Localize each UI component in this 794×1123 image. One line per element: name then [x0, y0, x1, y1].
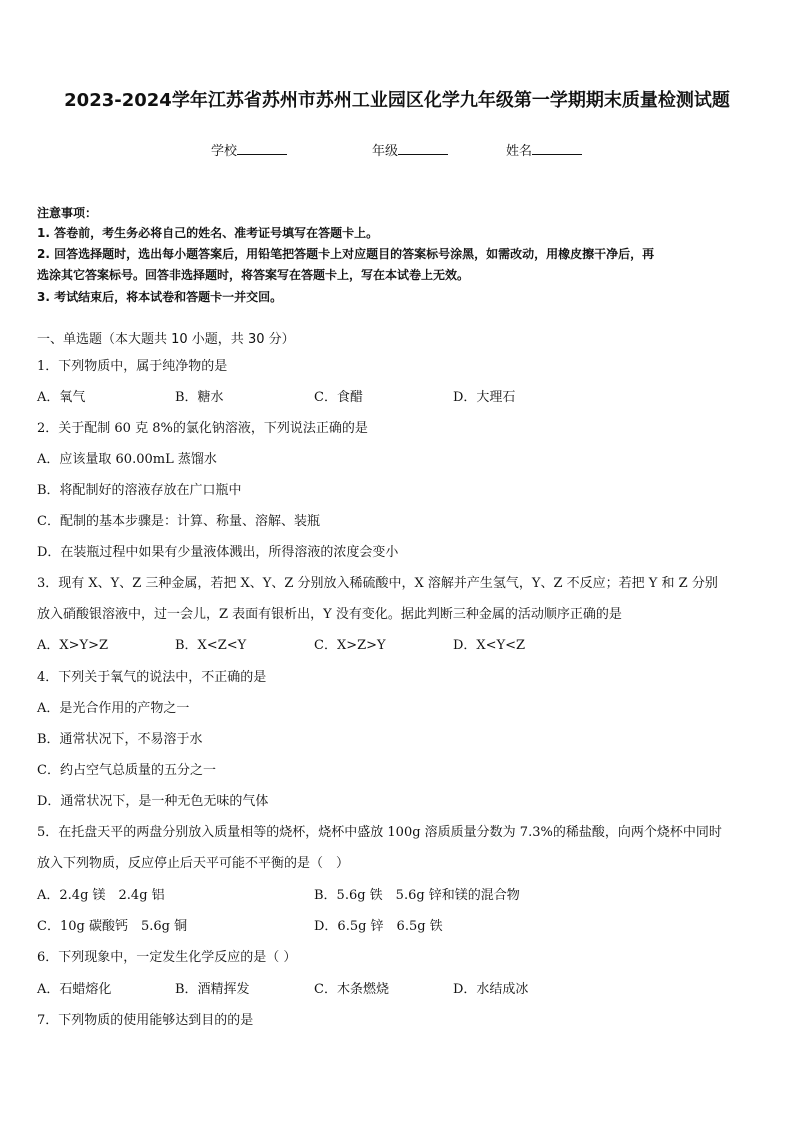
- q5-option-a: A．2.4g 镁 2.4g 铝: [37, 888, 165, 903]
- grade-blank: [398, 142, 448, 155]
- name-blank: [532, 142, 582, 155]
- q2-option-d: D．在装瓶过程中如果有少量液体溅出，所得溶液的浓度会变小: [37, 545, 399, 560]
- page-title: 2023-2024学年江苏省苏州市苏州工业园区化学九年级第一学期期末质量检测试题: [64, 90, 730, 111]
- name-field: [506, 140, 582, 159]
- q6-option-b: B．酒精挥发: [175, 982, 250, 997]
- notes-heading: 注意事项：: [37, 206, 98, 220]
- name-label: 姓名: [506, 144, 533, 159]
- q2-stem: 2．关于配制 60 克 8%的氯化钠溶液，下列说法正确的是: [37, 421, 368, 436]
- note-1: 1. 答卷前，考生务必将自己的姓名、准考证号填写在答题卡上。: [37, 226, 379, 240]
- q3-option-d: D．X<Y<Z: [453, 638, 526, 653]
- q3-stem-line1: 3．现有 X、Y、Z 三种金属，若把 X、Y、Z 分别放入稀硫酸中，X 溶解并产生氢气，Y、Z 不反应；若把 Y 和 Z 分别: [37, 576, 718, 591]
- q1-option-d: D．大理石: [453, 390, 516, 405]
- student-info-row: [0, 140, 794, 160]
- grade-label: 年级: [372, 144, 399, 159]
- school-blank: [237, 142, 287, 155]
- q2-option-c: C．配制的基本步骤是：计算、称量、溶解、装瓶: [37, 514, 320, 529]
- q4-stem: 4．下列关于氧气的说法中，不正确的是: [37, 670, 267, 685]
- q2-option-a: A．应该量取 60.00mL 蒸馏水: [37, 452, 217, 467]
- q5-stem-line1: 5．在托盘天平的两盘分别放入质量相等的烧杯，烧杯中盛放 100g 溶质质量分数为 7.3%的稀盐酸，向两个烧杯中同时: [37, 825, 722, 840]
- q1-option-b: B．糖水: [175, 390, 224, 405]
- school-field: [211, 140, 287, 159]
- note-2a: 2. 回答选择题时，选出每小题答案后，用铅笔把答题卡上对应题目的答案标号涂黑，如需改动，用橡皮擦干净后，再: [37, 247, 655, 261]
- q3-option-b: B．X<Z<Y: [175, 638, 247, 653]
- grade-field: [372, 140, 448, 159]
- note-3: 3. 考试结束后，将本试卷和答题卡一并交回。: [37, 290, 283, 304]
- q3-stem-line2: 放入硝酸银溶液中，过一会儿，Z 表面有银析出，Y 没有变化。据此判断三种金属的活动顺序正确的是: [37, 607, 622, 622]
- q6-option-d: D．水结成冰: [453, 982, 529, 997]
- q3-option-c: C．X>Z>Y: [314, 638, 386, 653]
- q1-option-c: C．食醋: [314, 390, 363, 405]
- q4-option-d: D．通常状况下，是一种无色无味的气体: [37, 794, 269, 809]
- q5-option-c: C．10g 碳酸钙 5.6g 铜: [37, 919, 188, 934]
- q1-stem: 1．下列物质中，属于纯净物的是: [37, 359, 228, 374]
- q5-stem-line2: 放入下列物质，反应停止后天平可能不平衡的是（ ）: [37, 856, 350, 871]
- q5-option-b: B．5.6g 铁 5.6g 锌和镁的混合物: [314, 888, 520, 903]
- q4-option-a: A．是光合作用的产物之一: [37, 701, 190, 716]
- q1-option-a: A．氧气: [37, 390, 86, 405]
- q6-option-c: C．木条燃烧: [314, 982, 389, 997]
- q5-option-d: D．6.5g 锌 6.5g 铁: [314, 919, 443, 934]
- q3-option-a: A．X>Y>Z: [37, 638, 109, 653]
- q2-option-b: B．将配制好的溶液存放在广口瓶中: [37, 483, 242, 498]
- school-label: 学校: [211, 144, 238, 159]
- q7-stem: 7．下列物质的使用能够达到目的的是: [37, 1013, 254, 1028]
- section-heading: 一、单选题（本大题共 10 小题，共 30 分）: [37, 332, 295, 347]
- note-2b: 选涂其它答案标号。回答非选择题时，将答案写在答题卡上，写在本试卷上无效。: [37, 268, 470, 282]
- q6-stem: 6．下列现象中，一定发生化学反应的是（ ）: [37, 950, 297, 965]
- q6-option-a: A．石蜡熔化: [37, 982, 112, 997]
- q4-option-b: B．通常状况下，不易溶于水: [37, 732, 203, 747]
- q4-option-c: C．约占空气总质量的五分之一: [37, 763, 216, 778]
